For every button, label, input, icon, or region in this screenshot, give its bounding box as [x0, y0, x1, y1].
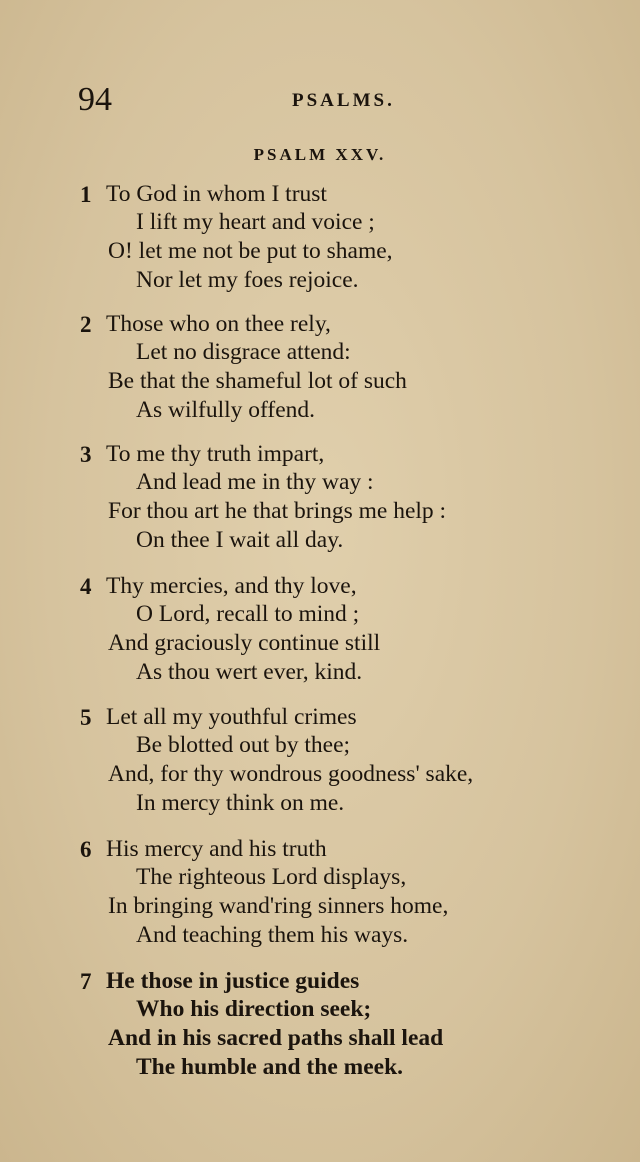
verse-line: Be blotted out by thee; [136, 732, 351, 758]
verse-line: To God in whom I trust [106, 181, 327, 207]
verse-line: In bringing wand'ring sinners home, [108, 893, 449, 919]
verse-line: Those who on thee rely, [106, 311, 331, 337]
verse-line: And lead me in thy way : [136, 469, 374, 495]
verse-line: Who his direction seek; [136, 996, 372, 1022]
verse-line: In mercy think on me. [136, 790, 345, 816]
verse-line: I lift my heart and voice ; [136, 209, 375, 235]
verse-number: 7 [80, 969, 92, 994]
verse-number: 1 [80, 182, 92, 207]
psalm-title: PSALM XXV. [253, 145, 387, 164]
verse-number: 3 [80, 442, 92, 467]
verse-line: And, for thy wondrous goodness' sake, [108, 761, 474, 787]
verse-line: He those in justice guides [106, 968, 360, 994]
verse-line: Nor let my foes rejoice. [136, 267, 359, 293]
verse-number: 4 [80, 574, 92, 599]
verse-line: As thou wert ever, kind. [136, 659, 363, 685]
verse-line: As wilfully offend. [136, 397, 316, 423]
verse-line: His mercy and his truth [106, 836, 327, 862]
verse-line: O Lord, recall to mind ; [136, 601, 360, 627]
verse-line: Let no disgrace attend: [136, 339, 351, 365]
verse-line: The righteous Lord displays, [136, 864, 407, 890]
verse-line: And in his sacred paths shall lead [108, 1025, 444, 1051]
verse-number: 2 [80, 312, 92, 337]
verse-number: 5 [80, 705, 92, 730]
verse-line: The humble and the meek. [136, 1054, 404, 1080]
verse-line: Thy mercies, and thy love, [106, 573, 357, 599]
verse-line: Let all my youthful crimes [106, 704, 357, 730]
verse-line: Be that the shameful lot of such [108, 368, 407, 394]
page-number: 94 [78, 81, 112, 118]
verse-line: And graciously continue still [108, 630, 381, 656]
verse-number: 6 [80, 837, 92, 862]
running-head: PSALMS. [292, 90, 395, 111]
verse-line: For thou art he that brings me help : [108, 498, 447, 524]
verse-line: O! let me not be put to shame, [108, 238, 393, 264]
page-header [0, 80, 640, 120]
verse-line: On thee I wait all day. [136, 527, 344, 553]
verse-line: To me thy truth impart, [106, 441, 325, 467]
verse-line: And teaching them his ways. [136, 922, 409, 948]
